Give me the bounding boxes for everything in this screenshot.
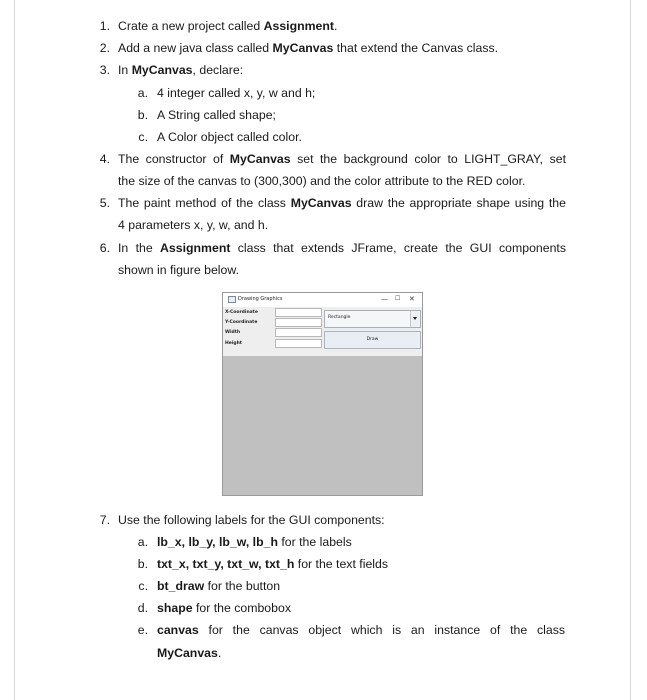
text-run: The paint method of the class: [118, 196, 291, 210]
text-field-y[interactable]: [275, 318, 322, 327]
text-run: 4 parameters x, y, w, and h.: [118, 218, 269, 232]
item-number: 3.: [99, 63, 110, 77]
draw-button-label: Draw: [366, 337, 379, 342]
item-text: [118, 509, 385, 531]
item-text: [157, 597, 291, 619]
text-run: A Color object called color.: [157, 130, 302, 144]
item-text: [118, 259, 239, 281]
item-text: [118, 148, 566, 170]
item-number: e.: [137, 623, 148, 637]
bold-term: txt_x, txt_y, txt_w, txt_h: [157, 557, 295, 571]
combo-selected-value: Rectangle: [328, 315, 351, 320]
item-number: 4.: [99, 152, 110, 166]
close-icon[interactable]: ✕: [409, 295, 415, 303]
minimize-icon[interactable]: —: [381, 295, 388, 303]
controls-panel: [223, 307, 422, 356]
item-text: [118, 59, 243, 81]
label-width: Width: [225, 330, 241, 335]
label-y-coordinate: Y-Coordinate: [225, 320, 258, 325]
window-titlebar: [223, 293, 422, 307]
item-text: [118, 192, 566, 214]
item-number: 2.: [99, 41, 110, 55]
item-number: 1.: [99, 19, 110, 33]
item-text: [118, 37, 498, 59]
text-run: Add a new java class called: [118, 41, 273, 55]
bold-term: shape: [157, 601, 193, 615]
shape-combobox[interactable]: [324, 310, 421, 328]
bold-term: MyCanvas: [272, 41, 334, 55]
bold-term: Assignment: [263, 19, 334, 33]
item-text: [157, 642, 221, 664]
text-run: for the canvas object which is an instance of the class: [198, 623, 565, 637]
text-run: for the combobox: [192, 601, 291, 615]
bold-term: MyCanvas: [131, 63, 193, 77]
text-run: A String called shape;: [157, 108, 276, 122]
text-run: Use the following labels for the GUI components:: [118, 513, 385, 527]
text-field-w[interactable]: [275, 328, 322, 337]
text-run: shown in figure below.: [118, 263, 239, 277]
item-number: a.: [137, 86, 148, 100]
page-edge-right: [630, 0, 631, 700]
java-app-icon: [228, 296, 236, 303]
item-text: [157, 82, 315, 104]
page-edge-left: [14, 0, 15, 700]
item-number: 5.: [99, 196, 110, 210]
text-field-h[interactable]: [275, 339, 322, 348]
item-number: d.: [137, 601, 148, 615]
text-run: for the text fields: [294, 557, 388, 571]
item-text: [157, 531, 352, 553]
chevron-down-icon[interactable]: [410, 311, 420, 327]
text-run: for the labels: [277, 535, 352, 549]
text-run: .: [217, 646, 222, 660]
item-number: 7.: [99, 513, 110, 527]
item-text: [118, 170, 525, 192]
label-height: Height: [225, 341, 242, 346]
text-field-x[interactable]: [275, 308, 322, 317]
item-text: [118, 15, 337, 37]
item-text: [157, 126, 302, 148]
item-number: b.: [137, 557, 148, 571]
bold-term: MyCanvas: [157, 646, 218, 660]
text-run: 4 integer called x, y, w and h;: [157, 86, 316, 100]
text-run: In the: [118, 241, 161, 255]
item-number: b.: [137, 108, 148, 122]
item-text: [157, 619, 565, 641]
item-number: 6.: [99, 241, 110, 255]
drawing-canvas[interactable]: [223, 356, 422, 495]
text-run: class that extends JFrame, create the GUI components: [230, 241, 566, 255]
item-number: c.: [138, 579, 148, 593]
label-x-coordinate: X-Coordinate: [225, 310, 258, 315]
item-text: [157, 104, 276, 126]
item-text: [118, 237, 566, 259]
text-run: that extend the Canvas class.: [333, 41, 499, 55]
text-run: draw the appropriate shape using the: [351, 196, 566, 210]
item-text: [157, 553, 388, 575]
figure-drawing-graphics-window: [222, 292, 423, 496]
draw-button[interactable]: [324, 331, 421, 349]
maximize-icon[interactable]: ☐: [395, 295, 401, 302]
item-text: [118, 214, 268, 236]
text-run: .: [333, 19, 338, 33]
text-run: , declare:: [192, 63, 244, 77]
item-text: [157, 575, 280, 597]
window-title: Drawing Graphics: [238, 296, 283, 302]
item-number: a.: [137, 535, 148, 549]
text-run: The constructor of: [118, 152, 230, 166]
bold-term: Assignment: [160, 241, 231, 255]
bold-term: MyCanvas: [290, 196, 352, 210]
item-number: c.: [138, 130, 148, 144]
text-run: for the button: [204, 579, 281, 593]
bold-term: bt_draw: [157, 579, 205, 593]
text-run: set the background color to LIGHT_GRAY, set: [290, 152, 566, 166]
bold-term: lb_x, lb_y, lb_w, lb_h: [157, 535, 278, 549]
text-run: the size of the canvas to (300,300) and the color attribute to the RED color.: [118, 174, 526, 188]
bold-term: canvas: [157, 623, 199, 637]
text-run: Crate a new project called: [118, 19, 264, 33]
text-run: In: [118, 63, 132, 77]
bold-term: MyCanvas: [229, 152, 291, 166]
